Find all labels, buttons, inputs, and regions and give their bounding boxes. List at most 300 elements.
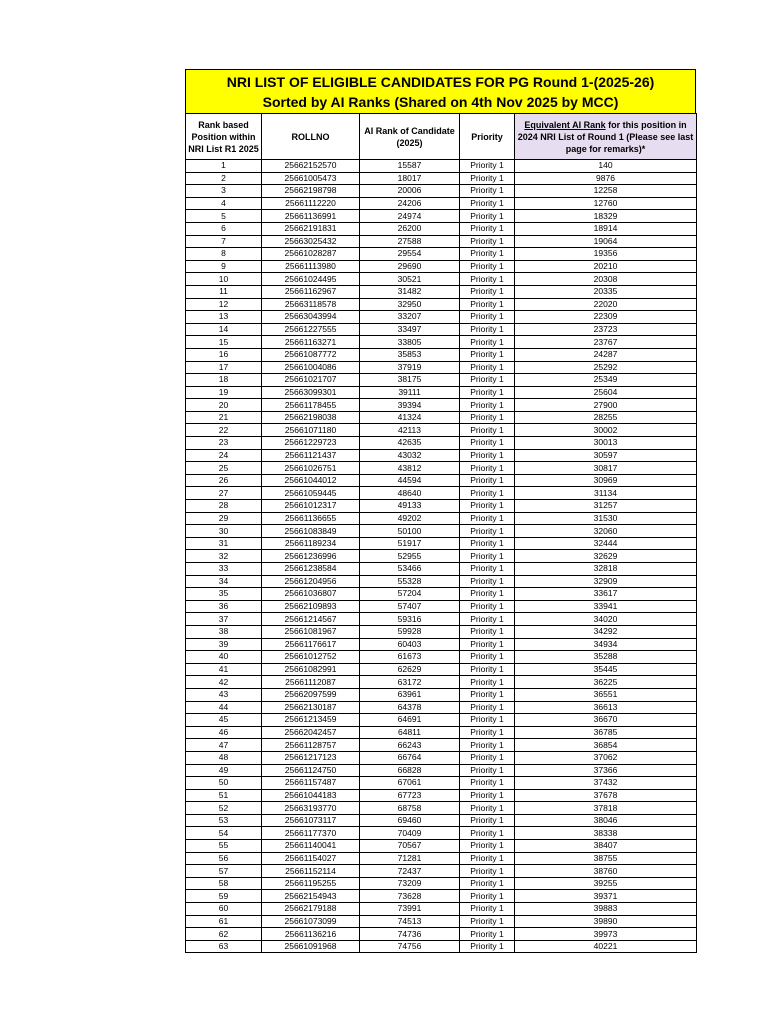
rank-position-cell: 22 (186, 424, 262, 437)
equivalent-rank-cell: 37366 (515, 764, 697, 777)
table-row (186, 877, 697, 890)
table-row (186, 474, 697, 487)
rollno-cell: 25661236996 (262, 550, 360, 563)
rollno-cell: 25661124750 (262, 764, 360, 777)
equivalent-rank-cell: 40221 (515, 940, 697, 953)
priority-cell: Priority 1 (460, 537, 515, 550)
rank-position-cell: 54 (186, 827, 262, 840)
rollno-cell: 25662130187 (262, 701, 360, 714)
priority-cell: Priority 1 (460, 814, 515, 827)
table-row (186, 311, 697, 324)
equivalent-rank-cell: 18914 (515, 222, 697, 235)
rollno-cell: 25661178455 (262, 399, 360, 412)
equivalent-rank-cell: 32629 (515, 550, 697, 563)
table-row (186, 512, 697, 525)
rank-position-cell: 21 (186, 411, 262, 424)
rollno-cell: 25661162967 (262, 285, 360, 298)
ai-rank-cell: 66243 (360, 739, 460, 752)
rank-position-cell: 43 (186, 688, 262, 701)
rank-position-cell: 38 (186, 625, 262, 638)
priority-cell: Priority 1 (460, 399, 515, 412)
priority-cell: Priority 1 (460, 160, 515, 173)
priority-cell: Priority 1 (460, 701, 515, 714)
table-row (186, 348, 697, 361)
table-row (186, 449, 697, 462)
priority-cell: Priority 1 (460, 512, 515, 525)
equivalent-rank-cell: 36670 (515, 714, 697, 727)
rank-position-cell: 44 (186, 701, 262, 714)
rollno-cell: 25661073099 (262, 915, 360, 928)
rank-position-cell: 6 (186, 222, 262, 235)
priority-cell: Priority 1 (460, 789, 515, 802)
ai-rank-cell: 39111 (360, 386, 460, 399)
rollno-cell: 25661024495 (262, 273, 360, 286)
document-title (185, 69, 696, 113)
rank-position-cell: 40 (186, 651, 262, 664)
equivalent-rank-cell: 30002 (515, 424, 697, 437)
equivalent-rank-cell: 12258 (515, 185, 697, 198)
rank-position-cell: 47 (186, 739, 262, 752)
rank-position-cell: 51 (186, 789, 262, 802)
rollno-cell: 25662198798 (262, 185, 360, 198)
ai-rank-cell: 15587 (360, 160, 460, 173)
priority-cell: Priority 1 (460, 386, 515, 399)
table-row (186, 625, 697, 638)
ai-rank-cell: 24974 (360, 210, 460, 223)
equivalent-rank-cell: 35288 (515, 651, 697, 664)
rank-position-cell: 33 (186, 563, 262, 576)
ai-rank-cell: 68758 (360, 802, 460, 815)
ai-rank-cell: 61673 (360, 651, 460, 664)
ai-rank-cell: 59316 (360, 613, 460, 626)
ai-rank-cell: 57407 (360, 600, 460, 613)
equivalent-rank-cell: 39371 (515, 890, 697, 903)
table-row (186, 525, 697, 538)
ai-rank-cell: 60403 (360, 638, 460, 651)
equivalent-rank-cell: 39973 (515, 928, 697, 941)
title-line-2: Sorted by AI Ranks (Shared on 4th Nov 2025 by MCC) (262, 94, 619, 110)
rollno-cell: 25661214567 (262, 613, 360, 626)
rollno-cell: 25662042457 (262, 726, 360, 739)
equivalent-rank-cell: 19064 (515, 235, 697, 248)
priority-cell: Priority 1 (460, 663, 515, 676)
priority-cell: Priority 1 (460, 588, 515, 601)
priority-cell: Priority 1 (460, 462, 515, 475)
priority-cell: Priority 1 (460, 411, 515, 424)
equivalent-rank-cell: 32909 (515, 575, 697, 588)
table-row (186, 714, 697, 727)
rank-position-cell: 30 (186, 525, 262, 538)
priority-cell: Priority 1 (460, 802, 515, 815)
ai-rank-cell: 33497 (360, 323, 460, 336)
equivalent-rank-cell: 25349 (515, 374, 697, 387)
priority-cell: Priority 1 (460, 915, 515, 928)
rollno-cell: 25661004086 (262, 361, 360, 374)
priority-cell: Priority 1 (460, 550, 515, 563)
table-header-row (186, 114, 697, 160)
ai-rank-cell: 52955 (360, 550, 460, 563)
priority-cell: Priority 1 (460, 651, 515, 664)
ai-rank-cell: 73209 (360, 877, 460, 890)
rank-position-cell: 8 (186, 248, 262, 261)
rank-position-cell: 20 (186, 399, 262, 412)
equivalent-rank-cell: 32818 (515, 563, 697, 576)
table-row (186, 424, 697, 437)
equivalent-rank-cell: 34934 (515, 638, 697, 651)
header-rank-position: Rank based Position within NRI List R1 2025 (186, 114, 262, 160)
rollno-cell: 25661112087 (262, 676, 360, 689)
ai-rank-cell: 69460 (360, 814, 460, 827)
priority-cell: Priority 1 (460, 751, 515, 764)
table-row (186, 651, 697, 664)
table-row (186, 260, 697, 273)
rank-position-cell: 3 (186, 185, 262, 198)
priority-cell: Priority 1 (460, 474, 515, 487)
ai-rank-cell: 63172 (360, 676, 460, 689)
priority-cell: Priority 1 (460, 248, 515, 261)
table-row (186, 827, 697, 840)
priority-cell: Priority 1 (460, 865, 515, 878)
equivalent-rank-cell: 31530 (515, 512, 697, 525)
ai-rank-cell: 37919 (360, 361, 460, 374)
rollno-cell: 25661044012 (262, 474, 360, 487)
priority-cell: Priority 1 (460, 928, 515, 941)
table-row (186, 575, 697, 588)
rank-position-cell: 16 (186, 348, 262, 361)
rollno-cell: 25661026751 (262, 462, 360, 475)
rank-position-cell: 48 (186, 751, 262, 764)
rollno-cell: 25661087772 (262, 348, 360, 361)
table-row (186, 437, 697, 450)
rollno-cell: 25661238584 (262, 563, 360, 576)
table-row (186, 852, 697, 865)
rank-position-cell: 34 (186, 575, 262, 588)
rollno-cell: 25661136216 (262, 928, 360, 941)
ai-rank-cell: 24206 (360, 197, 460, 210)
equivalent-rank-cell: 33617 (515, 588, 697, 601)
equivalent-rank-cell: 36225 (515, 676, 697, 689)
table-row (186, 777, 697, 790)
ai-rank-cell: 20006 (360, 185, 460, 198)
rank-position-cell: 49 (186, 764, 262, 777)
rank-position-cell: 55 (186, 840, 262, 853)
rank-position-cell: 11 (186, 285, 262, 298)
rank-position-cell: 50 (186, 777, 262, 790)
table-row (186, 487, 697, 500)
table-row (186, 336, 697, 349)
title-line-1: NRI LIST OF ELIGIBLE CANDIDATES FOR PG Round 1-(2025-26) (226, 74, 655, 90)
table-row (186, 802, 697, 815)
rank-position-cell: 25 (186, 462, 262, 475)
table-row (186, 890, 697, 903)
rollno-cell: 25662179188 (262, 903, 360, 916)
rank-position-cell: 52 (186, 802, 262, 815)
rank-position-cell: 42 (186, 676, 262, 689)
table-row (186, 789, 697, 802)
ai-rank-cell: 74736 (360, 928, 460, 941)
table-row (186, 739, 697, 752)
ai-rank-cell: 49202 (360, 512, 460, 525)
table-row (186, 814, 697, 827)
equivalent-rank-cell: 18329 (515, 210, 697, 223)
table-row (186, 613, 697, 626)
table-row (186, 588, 697, 601)
equivalent-rank-cell: 140 (515, 160, 697, 173)
priority-cell: Priority 1 (460, 361, 515, 374)
priority-cell: Priority 1 (460, 563, 515, 576)
rollno-cell: 25663099301 (262, 386, 360, 399)
rank-position-cell: 45 (186, 714, 262, 727)
equivalent-rank-cell: 23767 (515, 336, 697, 349)
rank-position-cell: 63 (186, 940, 262, 953)
rank-position-cell: 57 (186, 865, 262, 878)
ai-rank-cell: 62629 (360, 663, 460, 676)
rollno-cell: 25661152114 (262, 865, 360, 878)
priority-cell: Priority 1 (460, 500, 515, 513)
table-row (186, 374, 697, 387)
priority-cell: Priority 1 (460, 764, 515, 777)
priority-cell: Priority 1 (460, 235, 515, 248)
rank-position-cell: 62 (186, 928, 262, 941)
rollno-cell: 25661005473 (262, 172, 360, 185)
rollno-cell: 25661073117 (262, 814, 360, 827)
equivalent-rank-cell: 32444 (515, 537, 697, 550)
priority-cell: Priority 1 (460, 877, 515, 890)
table-row (186, 172, 697, 185)
rollno-cell: 25662097599 (262, 688, 360, 701)
priority-cell: Priority 1 (460, 739, 515, 752)
rank-position-cell: 53 (186, 814, 262, 827)
equivalent-rank-cell: 9876 (515, 172, 697, 185)
rank-position-cell: 56 (186, 852, 262, 865)
rank-position-cell: 18 (186, 374, 262, 387)
table-row (186, 210, 697, 223)
priority-cell: Priority 1 (460, 714, 515, 727)
equivalent-rank-cell: 20335 (515, 285, 697, 298)
equivalent-rank-cell: 33941 (515, 600, 697, 613)
priority-cell: Priority 1 (460, 197, 515, 210)
table-row (186, 273, 697, 286)
rollno-cell: 25661217123 (262, 751, 360, 764)
ai-rank-cell: 73991 (360, 903, 460, 916)
rank-position-cell: 36 (186, 600, 262, 613)
priority-cell: Priority 1 (460, 437, 515, 450)
rank-position-cell: 7 (186, 235, 262, 248)
rollno-cell: 25662152570 (262, 160, 360, 173)
equivalent-rank-cell: 37678 (515, 789, 697, 802)
rank-position-cell: 35 (186, 588, 262, 601)
equivalent-rank-cell: 39255 (515, 877, 697, 890)
rollno-cell: 25662154943 (262, 890, 360, 903)
ai-rank-cell: 27588 (360, 235, 460, 248)
equivalent-rank-cell: 20308 (515, 273, 697, 286)
equivalent-rank-cell: 24287 (515, 348, 697, 361)
ai-rank-cell: 57204 (360, 588, 460, 601)
table-row (186, 638, 697, 651)
table-row (186, 764, 697, 777)
header-priority: Priority (460, 114, 515, 160)
equivalent-rank-cell: 38755 (515, 852, 697, 865)
ai-rank-cell: 71281 (360, 852, 460, 865)
ai-rank-cell: 44594 (360, 474, 460, 487)
rollno-cell: 25661082991 (262, 663, 360, 676)
table-row (186, 323, 697, 336)
ai-rank-cell: 29690 (360, 260, 460, 273)
ai-rank-cell: 49133 (360, 500, 460, 513)
priority-cell: Priority 1 (460, 210, 515, 223)
ai-rank-cell: 43032 (360, 449, 460, 462)
rollno-cell: 25661213459 (262, 714, 360, 727)
ai-rank-cell: 53466 (360, 563, 460, 576)
equivalent-rank-cell: 30969 (515, 474, 697, 487)
priority-cell: Priority 1 (460, 777, 515, 790)
priority-cell: Priority 1 (460, 525, 515, 538)
rollno-cell: 25661059445 (262, 487, 360, 500)
ai-rank-cell: 59928 (360, 625, 460, 638)
rank-position-cell: 31 (186, 537, 262, 550)
equivalent-rank-cell: 37818 (515, 802, 697, 815)
table-row (186, 411, 697, 424)
rank-position-cell: 41 (186, 663, 262, 676)
table-row (186, 928, 697, 941)
rollno-cell: 25661163271 (262, 336, 360, 349)
equivalent-rank-cell: 22020 (515, 298, 697, 311)
priority-cell: Priority 1 (460, 298, 515, 311)
rank-position-cell: 27 (186, 487, 262, 500)
equivalent-rank-cell: 23723 (515, 323, 697, 336)
priority-cell: Priority 1 (460, 575, 515, 588)
rank-position-cell: 14 (186, 323, 262, 336)
equivalent-rank-cell: 30013 (515, 437, 697, 450)
equivalent-rank-cell: 22309 (515, 311, 697, 324)
rollno-cell: 25663193770 (262, 802, 360, 815)
ai-rank-cell: 55328 (360, 575, 460, 588)
ai-rank-cell: 70567 (360, 840, 460, 853)
ai-rank-cell: 67061 (360, 777, 460, 790)
priority-cell: Priority 1 (460, 827, 515, 840)
rollno-cell: 25661071180 (262, 424, 360, 437)
equivalent-rank-cell: 20210 (515, 260, 697, 273)
rank-position-cell: 59 (186, 890, 262, 903)
rollno-cell: 25661112220 (262, 197, 360, 210)
equivalent-rank-cell: 38407 (515, 840, 697, 853)
rollno-cell: 25661189234 (262, 537, 360, 550)
rollno-cell: 25661136655 (262, 512, 360, 525)
rank-position-cell: 12 (186, 298, 262, 311)
ai-rank-cell: 74513 (360, 915, 460, 928)
table-row (186, 600, 697, 613)
table-row (186, 500, 697, 513)
ai-rank-cell: 64691 (360, 714, 460, 727)
equivalent-rank-cell: 34292 (515, 625, 697, 638)
rollno-cell: 25661195255 (262, 877, 360, 890)
rollno-cell: 25661204956 (262, 575, 360, 588)
equivalent-rank-cell: 30817 (515, 462, 697, 475)
rollno-cell: 25662198038 (262, 411, 360, 424)
table-row (186, 185, 697, 198)
priority-cell: Priority 1 (460, 487, 515, 500)
ai-rank-cell: 64378 (360, 701, 460, 714)
rank-position-cell: 29 (186, 512, 262, 525)
table-row (186, 386, 697, 399)
rollno-cell: 25661083849 (262, 525, 360, 538)
ai-rank-cell: 73628 (360, 890, 460, 903)
priority-cell: Priority 1 (460, 336, 515, 349)
equivalent-rank-cell: 36854 (515, 739, 697, 752)
table-row (186, 160, 697, 173)
priority-cell: Priority 1 (460, 273, 515, 286)
rank-position-cell: 60 (186, 903, 262, 916)
table-body (186, 160, 697, 953)
ai-rank-cell: 43812 (360, 462, 460, 475)
rank-position-cell: 2 (186, 172, 262, 185)
priority-cell: Priority 1 (460, 348, 515, 361)
rank-position-cell: 32 (186, 550, 262, 563)
header-ai-rank: AI Rank of Candidate (2025) (360, 114, 460, 160)
equivalent-rank-cell: 25292 (515, 361, 697, 374)
ai-rank-cell: 42113 (360, 424, 460, 437)
rollno-cell: 25661028287 (262, 248, 360, 261)
ai-rank-cell: 39394 (360, 399, 460, 412)
ai-rank-cell: 72437 (360, 865, 460, 878)
ai-rank-cell: 32950 (360, 298, 460, 311)
equivalent-rank-cell: 19356 (515, 248, 697, 261)
priority-cell: Priority 1 (460, 903, 515, 916)
priority-cell: Priority 1 (460, 840, 515, 853)
equivalent-rank-cell: 36551 (515, 688, 697, 701)
priority-cell: Priority 1 (460, 323, 515, 336)
ai-rank-cell: 70409 (360, 827, 460, 840)
header-equivalent-rank (515, 114, 697, 160)
table-row (186, 235, 697, 248)
priority-cell: Priority 1 (460, 613, 515, 626)
rollno-cell: 25661154027 (262, 852, 360, 865)
equivalent-rank-cell: 38338 (515, 827, 697, 840)
table-row (186, 940, 697, 953)
table-row (186, 840, 697, 853)
equivalent-rank-cell: 38760 (515, 865, 697, 878)
priority-cell: Priority 1 (460, 185, 515, 198)
equivalent-rank-cell: 27900 (515, 399, 697, 412)
priority-cell: Priority 1 (460, 852, 515, 865)
ai-rank-cell: 30521 (360, 273, 460, 286)
priority-cell: Priority 1 (460, 172, 515, 185)
ai-rank-cell: 33207 (360, 311, 460, 324)
header-equivalent-rest: for this position in 2024 NRI List of Round 1 (Please see last page for remarks)* (517, 119, 694, 154)
table-row (186, 751, 697, 764)
equivalent-rank-cell: 35445 (515, 663, 697, 676)
nri-list-sheet (185, 69, 696, 953)
rollno-cell: 25661177370 (262, 827, 360, 840)
equivalent-rank-cell: 36613 (515, 701, 697, 714)
rank-position-cell: 9 (186, 260, 262, 273)
table-row (186, 726, 697, 739)
equivalent-rank-cell: 38046 (515, 814, 697, 827)
priority-cell: Priority 1 (460, 374, 515, 387)
rank-position-cell: 37 (186, 613, 262, 626)
priority-cell: Priority 1 (460, 676, 515, 689)
ai-rank-cell: 50100 (360, 525, 460, 538)
header-rollno: ROLLNO (262, 114, 360, 160)
ai-rank-cell: 29554 (360, 248, 460, 261)
table-row (186, 701, 697, 714)
equivalent-rank-cell: 25604 (515, 386, 697, 399)
priority-cell: Priority 1 (460, 449, 515, 462)
table-row (186, 537, 697, 550)
table-row (186, 903, 697, 916)
header-equivalent-underlined: Equivalent AI Rank (524, 119, 606, 130)
equivalent-rank-cell: 30597 (515, 449, 697, 462)
